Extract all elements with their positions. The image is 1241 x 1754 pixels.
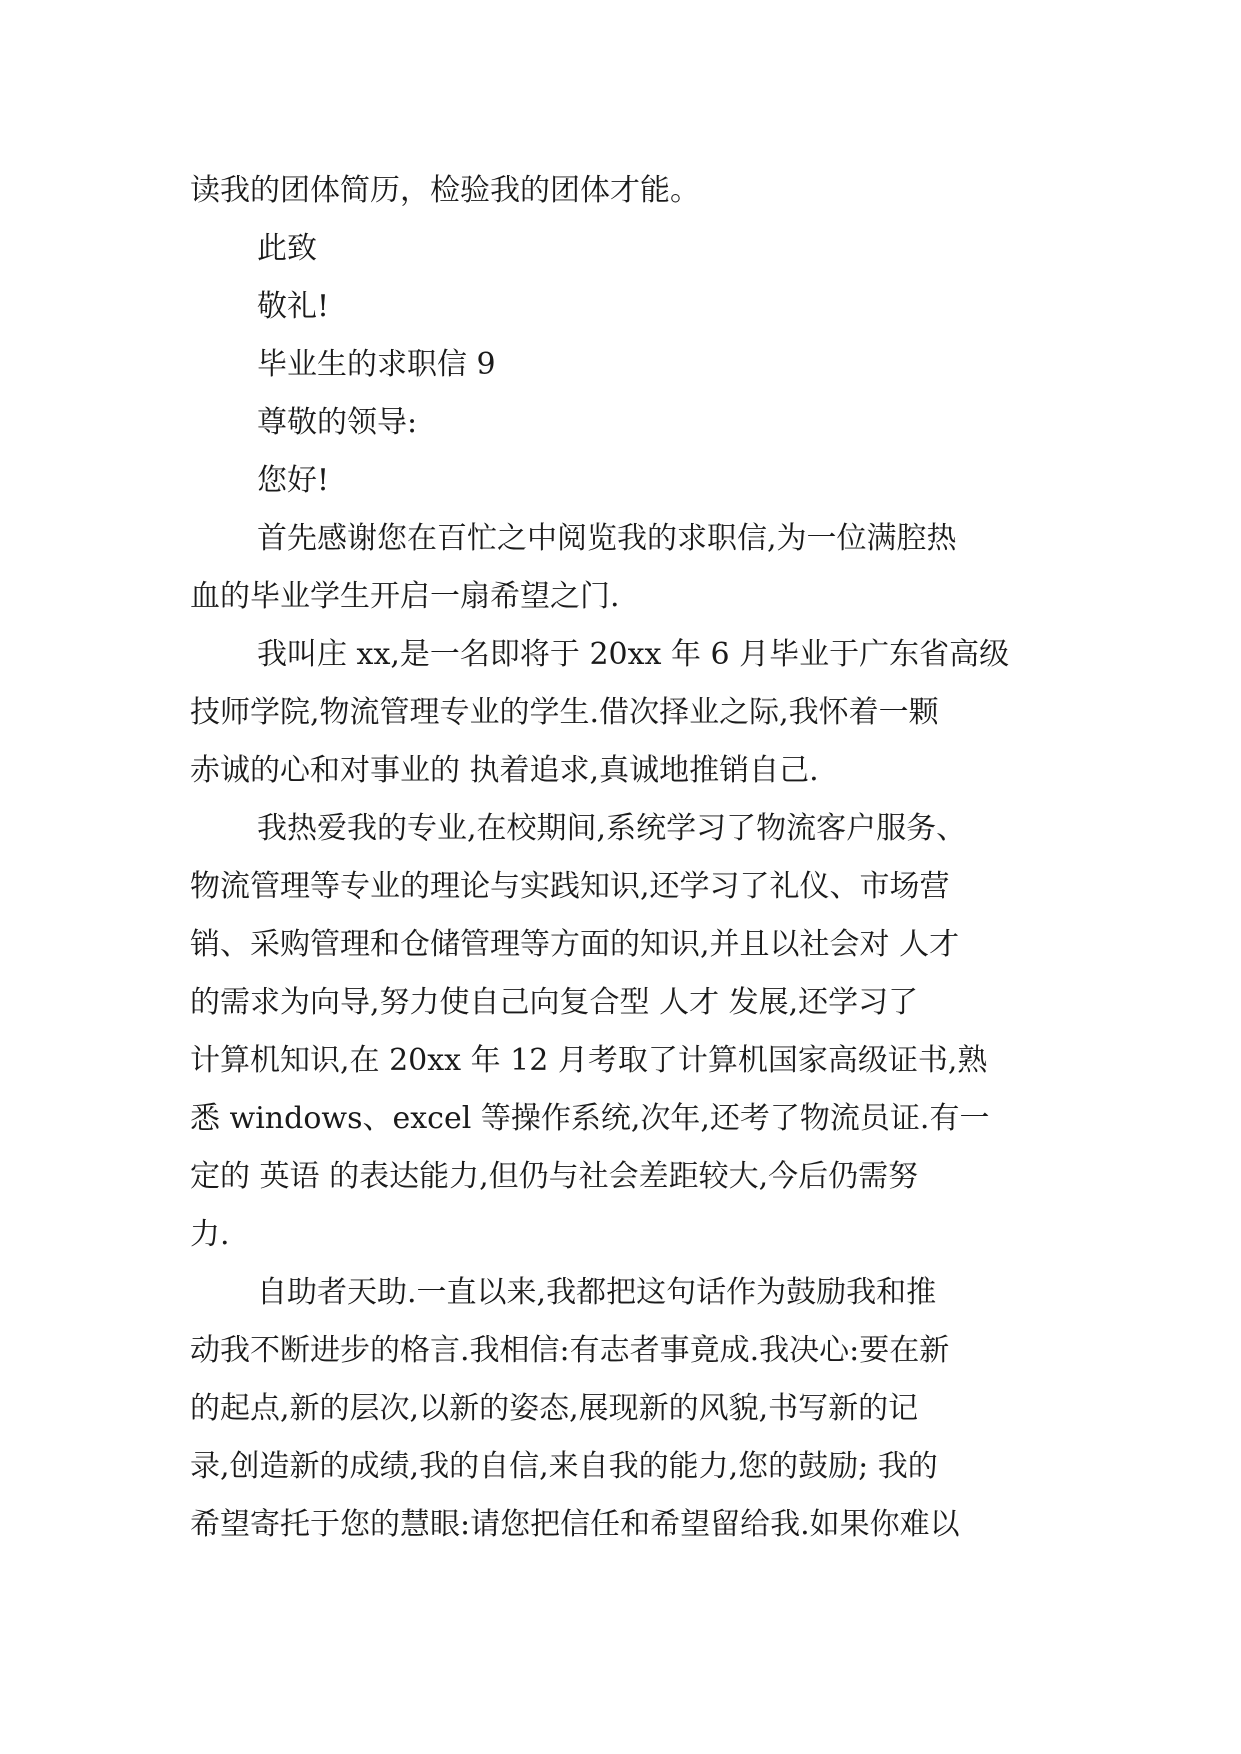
text-line: 物流管理等专业的理论与实践知识,还学习了礼仪、市场营 [190,869,950,904]
text-line: 读我的团体简历，检验我的团体才能。 [190,173,700,208]
greeting-recipient: 尊敬的领导: [257,405,418,440]
closing-salutation: 此致 [257,231,317,266]
text-line: 动我不断进步的格言.我相信:有志者事竟成.我决心:要在新 [190,1333,950,1368]
text-line: 希望寄托于您的慧眼:请您把信任和希望留给我.如果你难以 [190,1507,960,1542]
closing-regards: 敬礼! [257,289,330,324]
section-title: 毕业生的求职信 9 [257,347,496,382]
text-line: 录,创造新的成绩,我的自信,来自我的能力,您的鼓励; 我的 [190,1449,938,1484]
text-line: 力. [190,1217,230,1252]
text-line: 的起点,新的层次,以新的姿态,展现新的风貌,书写新的记 [190,1391,919,1426]
text-line: 的需求为向导,努力使自己向复合型 人才 发展,还学习了 [190,985,919,1020]
text-line: 血的毕业学生开启一扇希望之门. [190,579,620,614]
text-line: 赤诚的心和对事业的 执着追求,真诚地推销自己. [190,753,819,788]
text-line: 计算机知识,在 20xx 年 12 月考取了计算机国家高级证书,熟 [190,1043,988,1078]
text-line: 悉 windows、excel 等操作系统,次年,还考了物流员证.有一 [190,1101,990,1136]
letter-body [190,162,1050,1554]
text-line: 我热爱我的专业,在校期间,系统学习了物流客户服务、 [257,811,967,846]
text-line: 自助者天助.一直以来,我都把这句话作为鼓励我和推 [257,1275,937,1310]
text-line: 技师学院,物流管理专业的学生.借次择业之际,我怀着一颗 [190,695,939,730]
text-line: 我叫庄 xx,是一名即将于 20xx 年 6 月毕业于广东省高级 [257,637,1010,672]
greeting-hello: 您好! [257,463,330,498]
text-line: 销、采购管理和仓储管理等方面的知识,并且以社会对 人才 [190,927,960,962]
text-line: 首先感谢您在百忙之中阅览我的求职信,为一位满腔热 [257,521,957,556]
text-line: 定的 英语 的表达能力,但仍与社会差距较大,今后仍需努 [190,1159,919,1194]
